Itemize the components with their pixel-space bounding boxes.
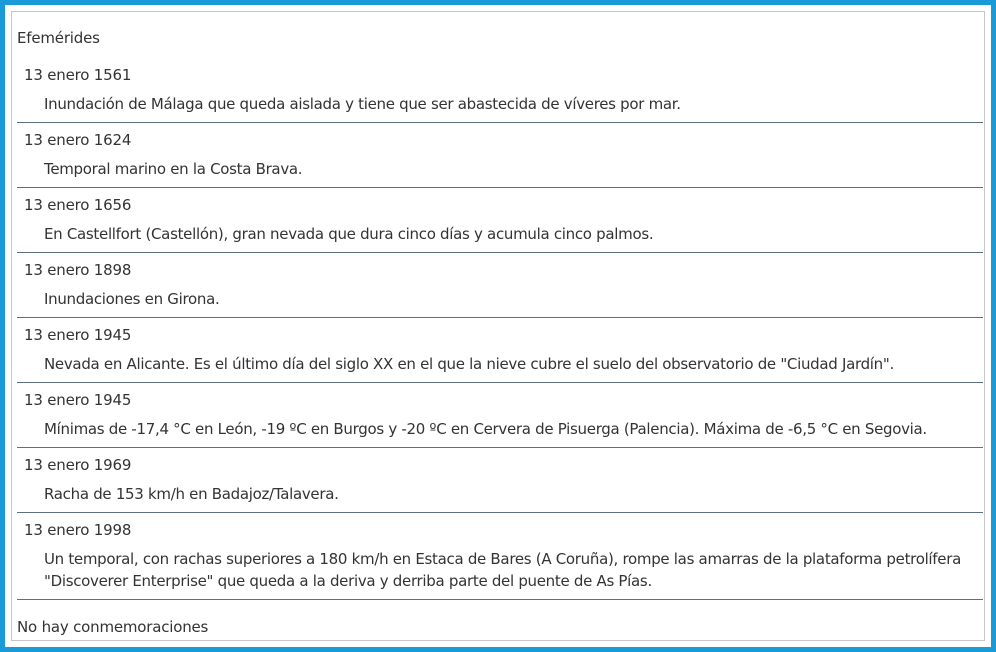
entry-date: 13 enero 1969 [24,456,132,474]
entry-text: Inundación de Málaga que queda aislada y tiene que ser abastecida de víveres por mar. [44,95,681,113]
entry-date: 13 enero 1998 [24,521,132,539]
entry-date: 13 enero 1945 [24,391,132,409]
list-item [17,448,983,513]
entry-text: Mínimas de -17,4 °C en León, -19 ºC en Burgos y -20 ºC en Cervera de Pisuerga (Palencia). Máxima de -6,5 °C en Segovia. [44,420,927,438]
entry-date: 13 enero 1898 [24,261,132,279]
list-item [17,123,983,188]
efemerides-list [17,58,983,600]
entry-text: Nevada en Alicante. Es el último día del siglo XX en el que la nieve cubre el suelo del observatorio de "Ciudad Jardín". [44,355,894,373]
list-item [17,188,983,253]
entry-text: Un temporal, con rachas superiores a 180 km/h en Estaca de Bares (A Coruña), rompe las amarras de la plataforma petrolífera "Discoverer Enterprise" que queda a la deriva y derriba parte del puente de As Pías. [44,550,961,590]
list-item [17,58,983,123]
list-item [17,383,983,448]
entry-date: 13 enero 1624 [24,131,132,149]
entry-date: 13 enero 1561 [24,66,132,84]
entry-date: 13 enero 1945 [24,326,132,344]
entry-text: Racha de 153 km/h en Badajoz/Talavera. [44,485,339,503]
commemorations-note: No hay conmemoraciones [17,618,209,636]
entry-date: 13 enero 1656 [24,196,132,214]
entry-text: Inundaciones en Girona. [44,290,220,308]
list-item [17,253,983,318]
entry-text: En Castellfort (Castellón), gran nevada que dura cinco días y acumula cinco palmos. [44,225,654,243]
list-item [17,513,983,600]
list-item [17,318,983,383]
panel-title: Efemérides [17,29,100,47]
entry-text: Temporal marino en la Costa Brava. [44,160,303,178]
